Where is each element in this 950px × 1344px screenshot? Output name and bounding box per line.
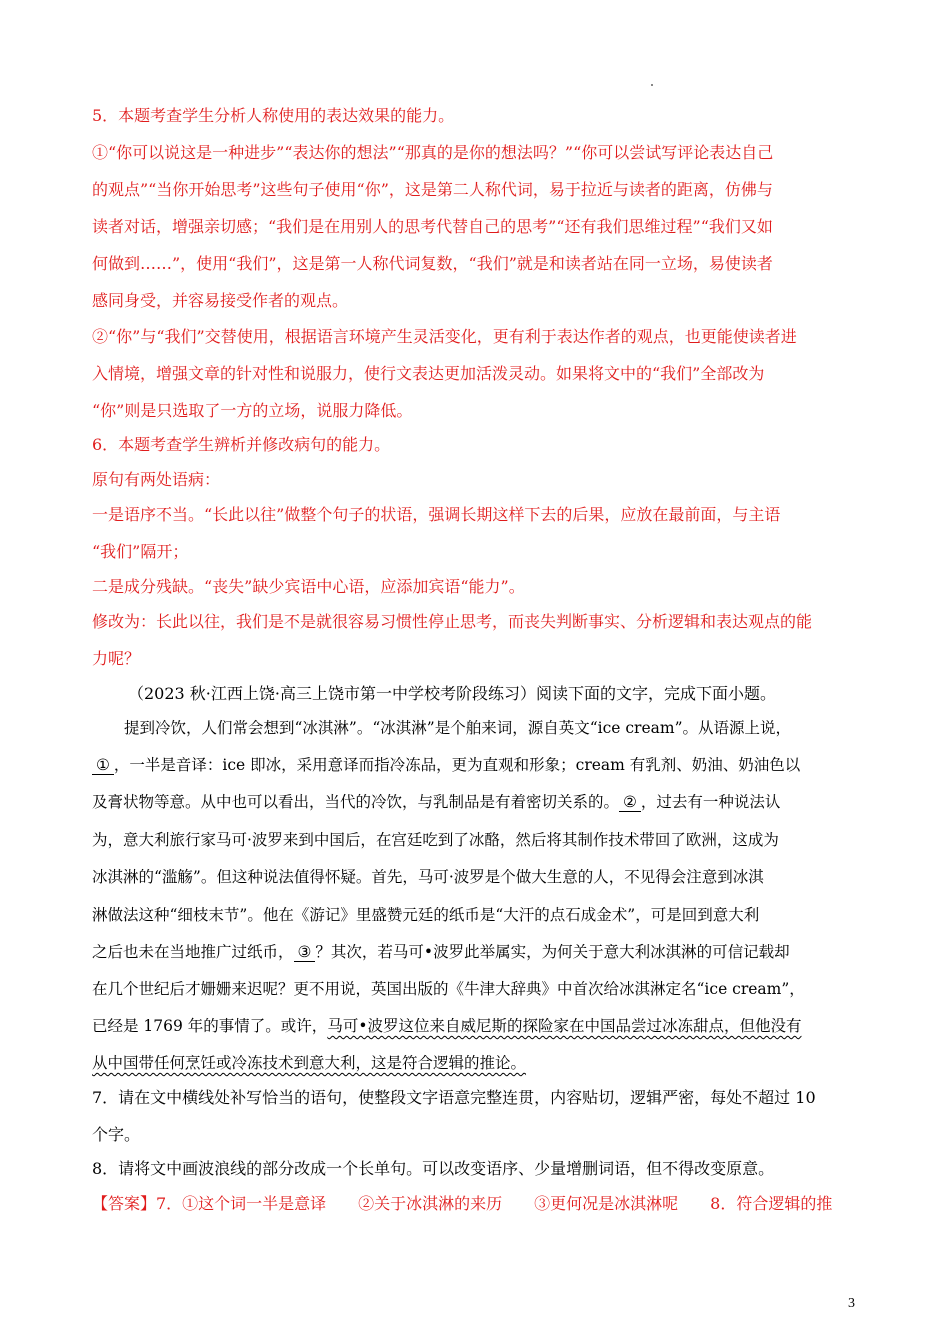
passage-line-4: 为，意大利旅行家马可·波罗来到中国后，在宫廷吃到了冰酪，然后将其制作技术带回了欧洲，这成为 (92, 831, 779, 849)
blank-2: ② (619, 793, 641, 812)
question-7-line-2: 个字。 (92, 1125, 141, 1144)
blank-1: ① (92, 756, 114, 775)
q5-text-1: ①“你可以说这是一种进步”“表达你的想法”“那真的是你的想法吗？”“你可以尝试写评论表达自己 (92, 143, 774, 162)
question-8: 8．请将文中画波浪线的部分改成一个长单句。可以改变语序、少量增删词语，但不得改变原意。 (92, 1159, 775, 1178)
q5-text-7: 入情境，增强文章的针对性和说服力，使行文表达更加活泼灵动。如果将文中的“我们”全部改为 (92, 364, 765, 383)
q6-text-3: “我们”隔开； (92, 542, 189, 561)
passage-line-10 (92, 1052, 862, 1074)
passage-line-5: 冰淇淋的“滥觞”。但这种说法值得怀疑。首先，马可·波罗是个做大生意的人，不见得会注意到冰淇 (92, 868, 764, 886)
q5-text-3: 读者对话，增强亲切感；“我们是在用别人的思考代替自己的思考”“还有我们思维过程”“我们又如 (92, 217, 773, 236)
q5-text-6: ②“你”与“我们”交替使用，根据语言环境产生灵活变化，更有利于表达作者的观点，也更能使读者进 (92, 327, 797, 346)
passage-line-1: 提到冷饮，人们常会想到“冰淇淋”。“冰淇淋”是个舶来词，源自英文“ice cream”。从语源上说， (124, 719, 791, 737)
q5-text-2: 的观点”“当你开始思考”这些句子使用“你”，这是第二人称代词，易于拉近与读者的距离，仿佛与 (92, 180, 773, 199)
wavy-underline-1: 马可•波罗这位来自威尼斯的探险家在中国品尝过冰冻甜点，但他没有 (327, 1017, 802, 1035)
q6-text-1: 原句有两处语病： (92, 470, 221, 489)
passage-line-7: 之后也未在当地推广过纸币， ③ ？其次，若马可•波罗此举属实，为何关于意大利冰淇淋的可信记载却 (92, 943, 790, 961)
page-number: 3 (848, 1296, 855, 1311)
q6-heading: 6．本题考查学生辨析并修改病句的能力。 (92, 435, 391, 454)
passage-line-2: ① ，一半是音译：ice 即冰，采用意译而指冷冻品，更为直观和形象；cream 有乳剂、奶油、奶油色以 (92, 754, 862, 776)
passage-line-9: 已经是 1769 年的事情了。或许，马可•波罗这位来自威尼斯的探险家在中国品尝过冰冻甜点，但他没有 (92, 1017, 802, 1035)
passage-line-6: 淋做法这种“细枝末节”。他在《游记》里盛赞元廷的纸币是“大汗的点石成金术”，可是回到意大利 (92, 906, 760, 924)
q5-heading: 5．本题考查学生分析人称使用的表达效果的能力。 (92, 106, 455, 125)
passage-line-8: 在几个世纪后才姗姗来迟呢？更不用说，英国出版的《牛津大辞典》中首次给冰淇淋定名“ice cream”， (92, 980, 805, 998)
q5-text-5: 感同身受，并容易接受作者的观点。 (92, 291, 349, 310)
blank-3: ③ (294, 943, 316, 962)
decorative-dot (651, 84, 653, 86)
q5-text-4: 何做到……”，使用“我们”，这是第一人称代词复数，“我们”就是和读者站在同一立场，易使读者 (92, 254, 773, 273)
q6-text-4: 二是成分残缺。“丧失”缺少宾语中心语，应添加宾语“能力”。 (92, 577, 525, 596)
q6-text-5: 修改为：长此以往，我们是不是就很容易习惯性停止思考，而丧失判断事实、分析逻辑和表达观点的能 (92, 612, 813, 631)
q5-text-8: “你”则是只选取了一方的立场，说服力降低。 (92, 401, 413, 420)
passage-source: （2023 秋·江西上饶·高三上饶市第一中学校考阶段练习）阅读下面的文字，完成下面小题。 (128, 684, 776, 703)
question-7-line-1: 7．请在文中横线处补写恰当的语句，使整段文字语意完整连贯，内容贴切，逻辑严密，每处不超过 10 (92, 1088, 816, 1107)
q6-text-2: 一是语序不当。“长此以往”做整个句子的状语，强调长期这样下去的后果，应放在最前面，与主语 (92, 505, 781, 524)
q6-text-6: 力呢？ (92, 649, 141, 668)
wavy-underline-2: 从中国带任何烹饪或冷冻技术到意大利，这是符合逻辑的推论。 (92, 1054, 527, 1072)
passage-line-3: 及膏状物等意。从中也可以看出，当代的冷饮，与乳制品是有着密切关系的。 ② ，过去有一种说法认 (92, 793, 781, 811)
answer-line: 【答案】7．①这个词一半是意译 ②关于冰淇淋的来历 ③更何况是冰淇淋呢 8．符合逻辑的推 (92, 1194, 833, 1213)
